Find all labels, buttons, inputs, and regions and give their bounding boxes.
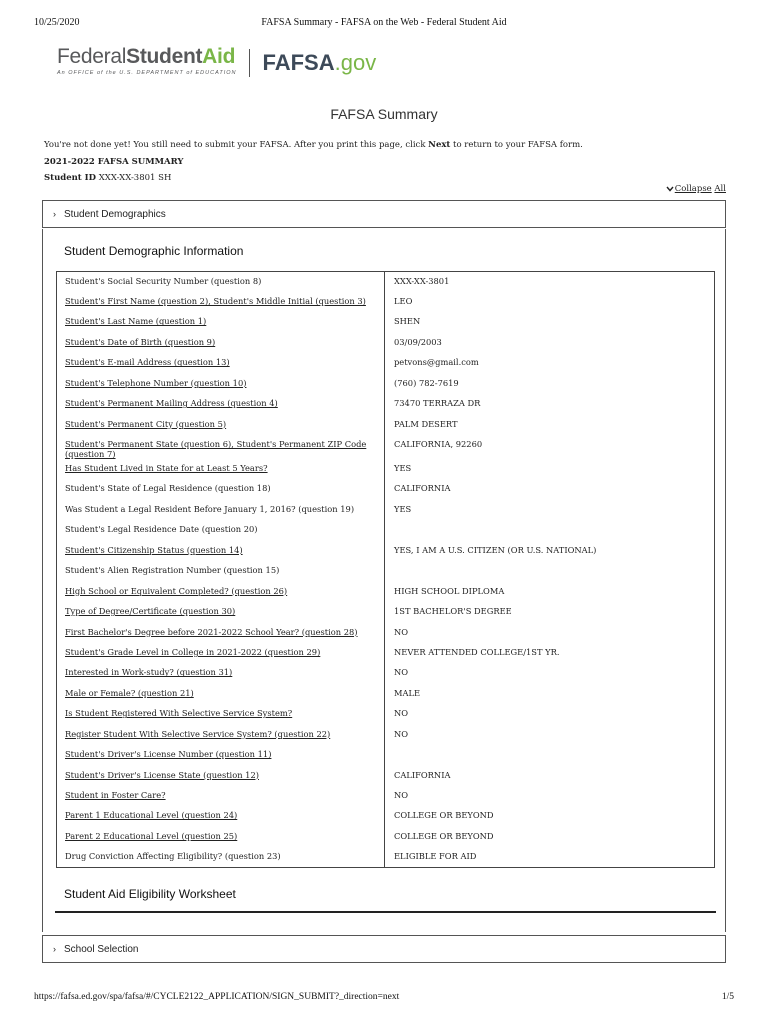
table-row bbox=[57, 827, 715, 847]
demographic-info-table bbox=[56, 271, 715, 868]
intro-block bbox=[44, 137, 583, 187]
answer-cell: LEO bbox=[394, 295, 413, 306]
table-row bbox=[57, 766, 715, 786]
table-row bbox=[57, 602, 715, 622]
print-date: 10/25/2020 bbox=[34, 17, 80, 28]
answer-cell: YES, I AM A U.S. CITIZEN (OR U.S. NATIONAL) bbox=[394, 544, 597, 555]
question-cell[interactable]: Student's Permanent State (question 6), Student's Permanent ZIP Code (question 7) bbox=[57, 435, 385, 459]
answer-cell: PALM DESERT bbox=[394, 418, 458, 429]
print-header bbox=[34, 17, 734, 31]
answer-cell: NO bbox=[394, 790, 409, 800]
table-row bbox=[57, 353, 715, 373]
section-title-eligibility-worksheet: Student Aid Eligibility Worksheet bbox=[64, 887, 236, 901]
question-cell[interactable]: Student's Grade Level in College in 2021-2022 (question 29) bbox=[57, 643, 385, 663]
answer-cell: CALIFORNIA bbox=[394, 769, 451, 780]
question-cell[interactable]: Student in Foster Care? bbox=[57, 786, 385, 806]
answer-cell bbox=[385, 520, 715, 540]
print-document-title: FAFSA Summary - FAFSA on the Web - Federal Student Aid bbox=[261, 17, 507, 28]
answer-cell: NO bbox=[394, 626, 409, 637]
question-cell[interactable]: Student's Last Name (question 1) bbox=[57, 312, 385, 332]
answer-cell: NEVER ATTENDED COLLEGE/1ST YR. bbox=[394, 646, 560, 657]
table-row bbox=[57, 292, 715, 312]
panel-student-demographics[interactable] bbox=[42, 200, 726, 228]
table-row bbox=[57, 745, 715, 765]
table-row bbox=[57, 312, 715, 332]
answer-cell: NO bbox=[394, 728, 409, 739]
section-divider bbox=[55, 911, 716, 913]
table-row bbox=[57, 520, 715, 540]
demographics-body bbox=[42, 229, 726, 932]
table-row bbox=[57, 847, 715, 867]
table-row bbox=[57, 663, 715, 683]
table-row bbox=[57, 500, 715, 520]
table-row bbox=[57, 806, 715, 826]
answer-cell: 1ST BACHELOR'S DEGREE bbox=[394, 606, 512, 617]
table-row bbox=[57, 561, 715, 581]
question-cell[interactable]: Student's Permanent Mailing Address (question 4) bbox=[57, 394, 385, 414]
answer-cell: MALE bbox=[394, 687, 421, 698]
answer-cell: NO bbox=[394, 708, 409, 719]
question-cell: Student's Legal Residence Date (question 20) bbox=[57, 520, 385, 540]
question-cell[interactable]: Student's Citizenship Status (question 14) bbox=[57, 541, 385, 561]
table-row bbox=[57, 435, 715, 459]
answer-cell: YES bbox=[394, 503, 412, 514]
question-cell[interactable]: Student's Permanent City (question 5) bbox=[57, 415, 385, 435]
table-row bbox=[57, 704, 715, 724]
answer-cell: CALIFORNIA, 92260 bbox=[394, 439, 483, 449]
question-cell[interactable]: High School or Equivalent Completed? (question 26) bbox=[57, 582, 385, 602]
question-cell[interactable]: Is Student Registered With Selective Service System? bbox=[57, 704, 385, 724]
answer-cell: 73470 TERRAZA DR bbox=[394, 398, 481, 409]
table-row bbox=[57, 643, 715, 663]
table-row bbox=[57, 272, 715, 292]
logo-bar bbox=[57, 46, 376, 86]
question-cell: Student's State of Legal Residence (question 18) bbox=[57, 479, 385, 499]
summary-heading: 2021-2022 FAFSA SUMMARY bbox=[44, 156, 184, 167]
federal-student-aid-logo[interactable] bbox=[57, 46, 236, 76]
answer-cell bbox=[385, 561, 715, 581]
question-cell: Was Student a Legal Resident Before January 1, 2016? (question 19) bbox=[57, 500, 385, 520]
fafsa-gov-logo[interactable]: FAFSA.gov bbox=[262, 50, 377, 75]
answer-cell: YES bbox=[394, 463, 412, 473]
question-cell[interactable]: Has Student Lived in State for at Least 5 Years? bbox=[57, 459, 385, 479]
table-row bbox=[57, 415, 715, 435]
table-row bbox=[57, 623, 715, 643]
question-cell: Student's Social Security Number (question 8) bbox=[57, 272, 385, 292]
section-title-demographic-info: Student Demographic Information bbox=[64, 244, 244, 258]
chevron-right-icon: › bbox=[53, 944, 56, 954]
page-title: FAFSA Summary bbox=[330, 106, 438, 122]
panel-header[interactable]: › School Selection bbox=[53, 943, 139, 955]
answer-cell: COLLEGE OR BEYOND bbox=[394, 830, 494, 841]
question-cell[interactable]: Student's E-mail Address (question 13) bbox=[57, 353, 385, 373]
table-row bbox=[57, 684, 715, 704]
question-cell[interactable]: Interested in Work-study? (question 31) bbox=[57, 663, 385, 683]
question-cell[interactable]: Student's Driver's License State (question 12) bbox=[57, 766, 385, 786]
question-cell[interactable]: Parent 2 Educational Level (question 25) bbox=[57, 827, 385, 847]
answer-cell: (760) 782-7619 bbox=[394, 377, 459, 388]
question-cell[interactable]: First Bachelor's Degree before 2021-2022 School Year? (question 28) bbox=[57, 623, 385, 643]
answer-cell: SHEN bbox=[394, 316, 421, 327]
answer-cell: petvons@gmail.com bbox=[394, 357, 479, 368]
question-cell[interactable]: Parent 1 Educational Level (question 24) bbox=[57, 806, 385, 826]
question-cell[interactable]: Type of Degree/Certificate (question 30) bbox=[57, 602, 385, 622]
print-url: https://fafsa.ed.gov/spa/fafsa/#/CYCLE2122_APPLICATION/SIGN_SUBMIT?_direction=next bbox=[34, 992, 400, 1002]
table-row bbox=[57, 374, 715, 394]
table-row bbox=[57, 479, 715, 499]
answer-cell: NO bbox=[394, 667, 409, 678]
collapse-all-button[interactable]: Collapse All bbox=[666, 184, 726, 194]
table-row bbox=[57, 459, 715, 479]
question-cell[interactable]: Register Student With Selective Service System? (question 22) bbox=[57, 725, 385, 745]
question-cell[interactable]: Male or Female? (question 21) bbox=[57, 684, 385, 704]
page-number: 1/5 bbox=[721, 992, 734, 1002]
table-row bbox=[57, 786, 715, 806]
question-cell[interactable]: Student's Driver's License Number (question 11) bbox=[57, 745, 385, 765]
logo-divider bbox=[249, 49, 250, 77]
answer-cell bbox=[385, 745, 715, 765]
print-footer bbox=[34, 992, 734, 1006]
chevron-down-icon bbox=[666, 186, 674, 192]
panel-school-selection[interactable] bbox=[42, 935, 726, 963]
answer-cell: XXX-XX-3801 bbox=[394, 276, 450, 286]
table-row bbox=[57, 582, 715, 602]
submit-notice: You're not done yet! You still need to submit your FAFSA. After you print this page, click Next to return to your FAFSA form. bbox=[44, 140, 583, 150]
question-cell[interactable]: Student's Telephone Number (question 10) bbox=[57, 374, 385, 394]
answer-cell: 03/09/2003 bbox=[394, 336, 442, 347]
fsa-wordmark: FederalStudentAid bbox=[57, 45, 236, 68]
chevron-right-icon: › bbox=[53, 209, 56, 219]
fsa-subline: An OFFICE of the U.S. DEPARTMENT of EDUCATION bbox=[57, 70, 237, 76]
panel-header[interactable]: › Student Demographics bbox=[53, 208, 166, 220]
student-id: Student ID XXX-XX-3801 SH bbox=[44, 173, 172, 183]
table-row bbox=[57, 541, 715, 561]
question-cell: Student's Alien Registration Number (question 15) bbox=[57, 561, 385, 581]
answer-cell: COLLEGE OR BEYOND bbox=[394, 810, 494, 821]
table-row bbox=[57, 394, 715, 414]
answer-cell: CALIFORNIA bbox=[394, 483, 451, 494]
answer-cell: HIGH SCHOOL DIPLOMA bbox=[394, 585, 505, 596]
question-cell[interactable]: Student's First Name (question 2), Student's Middle Initial (question 3) bbox=[57, 292, 385, 312]
question-cell[interactable]: Student's Date of Birth (question 9) bbox=[57, 333, 385, 353]
answer-cell: ELIGIBLE FOR AID bbox=[394, 851, 477, 862]
table-row bbox=[57, 725, 715, 745]
table-row bbox=[57, 333, 715, 353]
question-cell: Drug Conviction Affecting Eligibility? (question 23) bbox=[57, 847, 385, 867]
